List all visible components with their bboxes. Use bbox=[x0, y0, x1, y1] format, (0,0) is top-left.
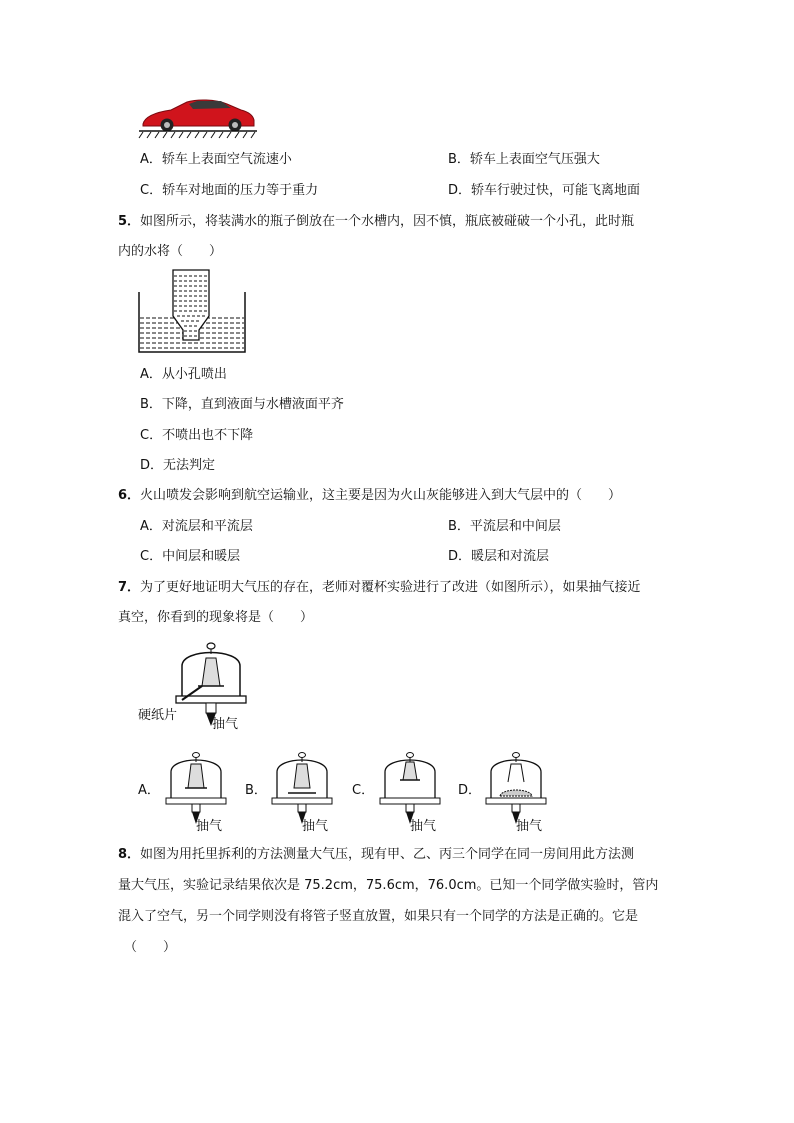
bottle-in-tank-figure bbox=[137, 268, 247, 354]
q7-number: 7． bbox=[118, 580, 141, 595]
car-figure bbox=[137, 96, 262, 142]
q4-option-c[interactable]: C．轿车对地面的压力等于重力 bbox=[140, 183, 319, 198]
q5-stem-line2: 内的水将（ ） bbox=[118, 244, 223, 259]
q7-option-b[interactable]: B． bbox=[245, 783, 267, 798]
q5-number: 5． bbox=[118, 214, 141, 229]
q7-option-a-pump-label: 抽气 bbox=[196, 819, 223, 834]
q6-stem-text: 火山喷发会影响到航空运输业，这主要是因为火山灰能够进入到大气层中的（ ） bbox=[140, 488, 622, 503]
q5-option-d[interactable]: D．无法判定 bbox=[140, 458, 216, 473]
q6-option-a[interactable]: A．对流层和平流层 bbox=[140, 519, 253, 534]
q7-card-label: 硬纸片 bbox=[138, 708, 178, 723]
q7-stem-line2: 真空，你看到的现象将是（ ） bbox=[118, 610, 314, 625]
q6-number: 6． bbox=[118, 488, 141, 503]
q5-option-c[interactable]: C．不喷出也不下降 bbox=[140, 428, 254, 443]
q7-option-a[interactable]: A． bbox=[138, 783, 160, 798]
q4-option-d[interactable]: D．轿车行驶过快，可能飞离地面 bbox=[448, 183, 641, 198]
q5-option-a[interactable]: A．从小孔喷出 bbox=[140, 367, 227, 382]
q8-stem-line2: 量大气压，实验记录结果依次是 75.2cm，75.6cm，76.0cm。已知一个同学做实验时，管内 bbox=[118, 878, 659, 893]
q4-option-b[interactable]: B．轿车上表面空气压强大 bbox=[448, 152, 600, 167]
q7-stem-line1 bbox=[118, 580, 641, 596]
q4-option-a[interactable]: A．轿车上表面空气流速小 bbox=[140, 152, 292, 167]
q6-option-d[interactable]: D．暖层和对流层 bbox=[448, 549, 550, 564]
q8-stem-line1 bbox=[118, 847, 634, 863]
q5-option-b[interactable]: B．下降，直到液面与水槽液面平齐 bbox=[140, 397, 344, 412]
q8-stem-line4: （ ） bbox=[124, 940, 177, 955]
q8-stem-text: 如图为用托里拆利的方法测量大气压，现有甲、乙、丙三个同学在同一房间用此方法测 bbox=[140, 847, 635, 862]
q6-stem bbox=[118, 488, 621, 504]
q5-stem-text: 如图所示，将装满水的瓶子倒放在一个水槽内，因不慎，瓶底被碰破一个小孔，此时瓶 bbox=[140, 214, 635, 229]
q7-stem-text: 为了更好地证明大气压的存在，老师对覆杯实验进行了改进（如图所示），如果抽气接近 bbox=[140, 580, 641, 595]
q8-stem-line3: 混入了空气，另一个同学则没有将管子竖直放置，如果只有一个同学的方法是正确的。它是 bbox=[118, 909, 639, 924]
q7-option-b-pump-label: 抽气 bbox=[302, 819, 329, 834]
q8-number: 8． bbox=[118, 847, 141, 862]
q6-option-c[interactable]: C．中间层和暖层 bbox=[140, 549, 241, 564]
q7-option-d[interactable]: D． bbox=[458, 783, 482, 798]
q7-option-d-pump-label: 抽气 bbox=[516, 819, 543, 834]
q7-option-c-pump-label: 抽气 bbox=[410, 819, 437, 834]
q5-stem-line1 bbox=[118, 214, 634, 230]
q6-option-b[interactable]: B．平流层和中间层 bbox=[448, 519, 561, 534]
q7-pump-label: 抽气 bbox=[212, 717, 239, 732]
q7-option-c[interactable]: C． bbox=[352, 783, 375, 798]
